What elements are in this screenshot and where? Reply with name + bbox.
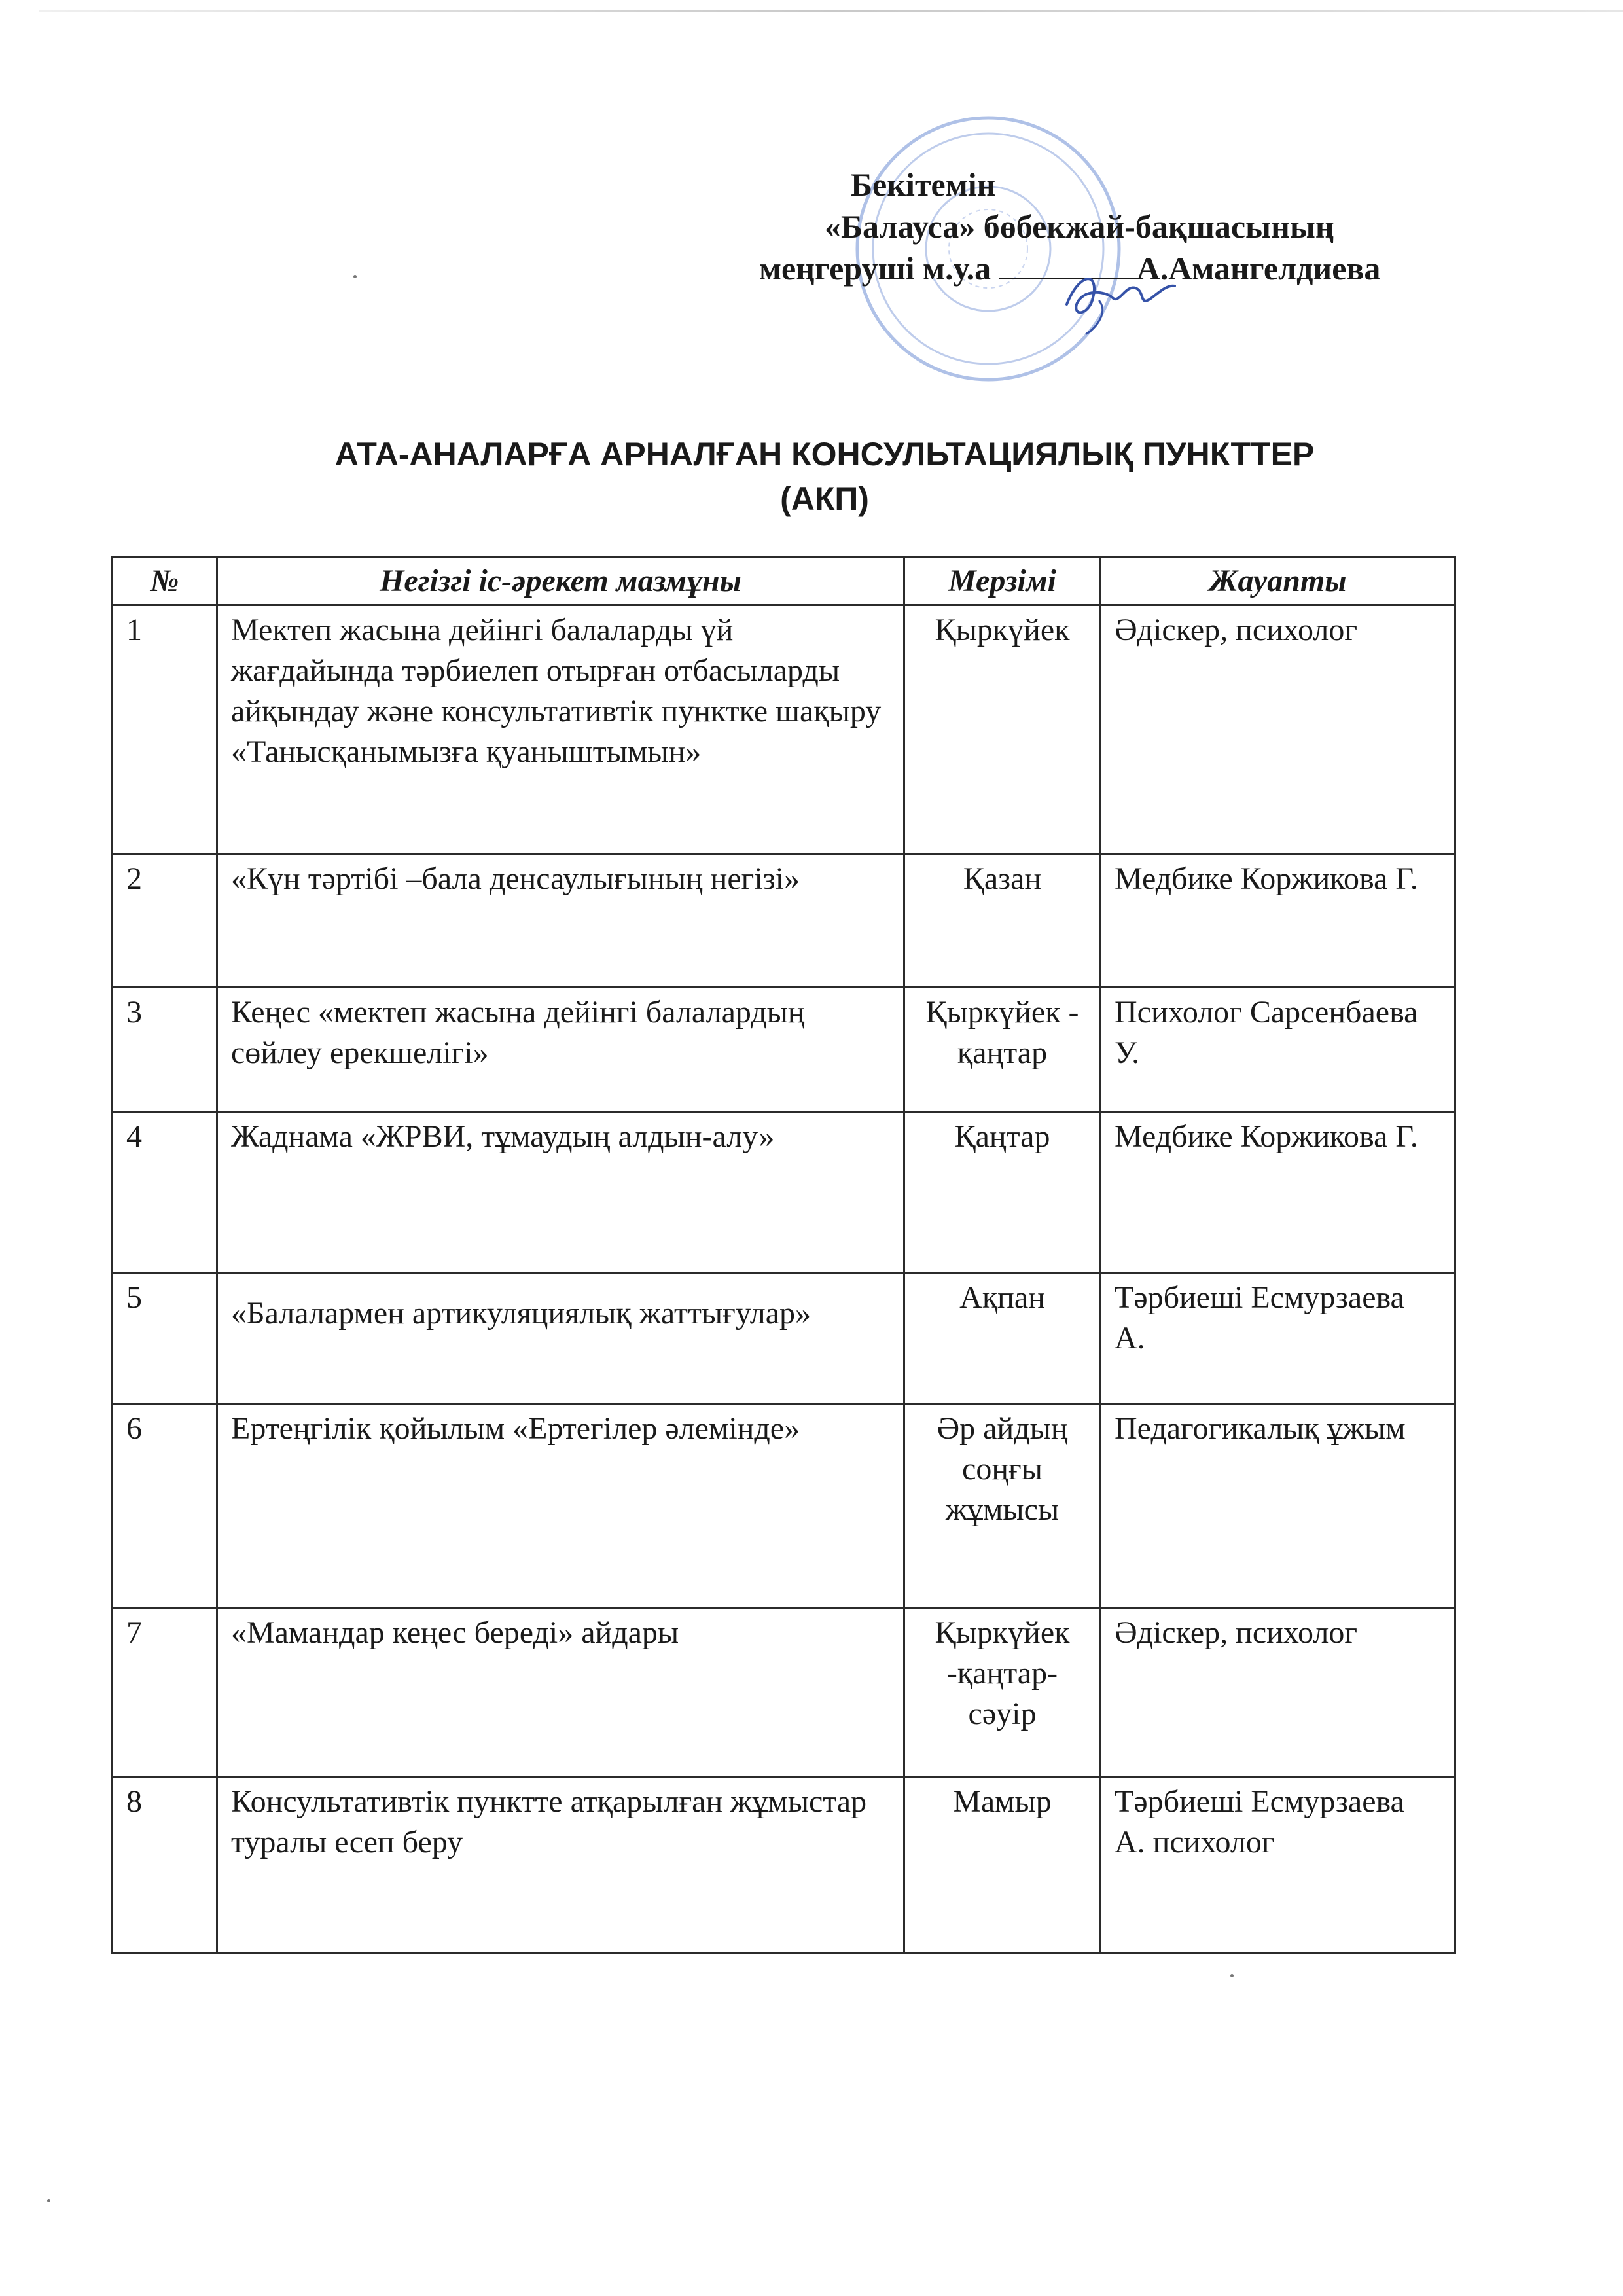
row-number: 7 bbox=[113, 1608, 217, 1777]
row-number: 6 bbox=[113, 1404, 217, 1608]
row-term: Мамыр bbox=[904, 1777, 1101, 1954]
table-row bbox=[113, 605, 1455, 854]
scan-speck bbox=[353, 275, 357, 278]
row-responsible: Тәрбиеші Есмурзаева А. психолог bbox=[1101, 1777, 1455, 1954]
table-row bbox=[113, 988, 1455, 1112]
row-number: 4 bbox=[113, 1112, 217, 1273]
row-responsible: Педагогикалық ұжым bbox=[1101, 1404, 1455, 1608]
document-title bbox=[183, 432, 1466, 521]
row-content: Ертеңгілік қойылым «Ертегілер әлемінде» bbox=[217, 1404, 904, 1608]
table-row bbox=[113, 854, 1455, 988]
title-line-2: (АКП) bbox=[780, 480, 869, 517]
scan-speck bbox=[47, 2199, 50, 2202]
row-content: Консультативтік пунктте атқарылған жұмыстар туралы есеп беру bbox=[217, 1777, 904, 1954]
row-content: «Балалармен артикуляциялық жаттығулар» bbox=[217, 1273, 904, 1404]
row-number: 1 bbox=[113, 605, 217, 854]
consultation-plan-table bbox=[111, 556, 1456, 1954]
header-responsible: Жауапты bbox=[1101, 558, 1455, 605]
row-term: Қыркүйек bbox=[904, 605, 1101, 854]
header-term: Мерзімі bbox=[904, 558, 1101, 605]
handwritten-signature bbox=[1054, 259, 1185, 337]
row-content: «Мамандар кеңес береді» айдары bbox=[217, 1608, 904, 1777]
approval-position: меңгеруші м.у.а bbox=[759, 250, 991, 287]
row-content: «Күн тәртібі –бала денсаулығының негізі» bbox=[217, 854, 904, 988]
row-content: Мектеп жасына дейінгі балаларды үй жағдайында тәрбиелеп отырған отбасыларды айқындау және консультативтік пунктке шақыру «Танысқанымызға қуаныштымын» bbox=[217, 605, 904, 854]
row-number: 2 bbox=[113, 854, 217, 988]
row-responsible: Медбике Коржикова Г. bbox=[1101, 854, 1455, 988]
row-responsible: Психолог Сарсенбаева У. bbox=[1101, 988, 1455, 1112]
row-responsible: Әдіскер, психолог bbox=[1101, 1608, 1455, 1777]
row-number: 8 bbox=[113, 1777, 217, 1954]
row-content: Жаднама «ЖРВИ, тұмаудың алдын-алу» bbox=[217, 1112, 904, 1273]
table-header-row bbox=[113, 558, 1455, 605]
row-term: Қаңтар bbox=[904, 1112, 1101, 1273]
row-term: Қазан bbox=[904, 854, 1101, 988]
row-term: Қыркүйек -қаңтар- сәуір bbox=[904, 1608, 1101, 1777]
row-content: Кеңес «мектеп жасына дейінгі балалардың сөйлеу ерекшелігі» bbox=[217, 988, 904, 1112]
approval-title: Бекітемін bbox=[851, 166, 996, 203]
row-term: Қыркүйек - қаңтар bbox=[904, 988, 1101, 1112]
row-term: Әр айдың соңғы жұмысы bbox=[904, 1404, 1101, 1608]
header-content: Негізгі іс-әрекет мазмұны bbox=[217, 558, 904, 605]
row-number: 3 bbox=[113, 988, 217, 1112]
scan-edge-line bbox=[39, 10, 1623, 12]
title-line-1: АТА-АНАЛАРҒА АРНАЛҒАН КОНСУЛЬТАЦИЯЛЫҚ ПУНКТТЕР bbox=[334, 436, 1315, 473]
approval-name: А.Амангелдиева bbox=[1136, 250, 1381, 287]
header-number: № bbox=[113, 558, 217, 605]
scan-speck bbox=[1230, 1974, 1234, 1977]
approval-organization: «Балауса» бөбекжай-бақшасының bbox=[825, 208, 1334, 245]
row-responsible: Әдіскер, психолог bbox=[1101, 605, 1455, 854]
table-row bbox=[113, 1273, 1455, 1404]
table-row bbox=[113, 1404, 1455, 1608]
table-row bbox=[113, 1777, 1455, 1954]
table-row bbox=[113, 1608, 1455, 1777]
row-term: Ақпан bbox=[904, 1273, 1101, 1404]
row-responsible: Тәрбиеші Есмурзаева А. bbox=[1101, 1273, 1455, 1404]
row-number: 5 bbox=[113, 1273, 217, 1404]
row-responsible: Медбике Коржикова Г. bbox=[1101, 1112, 1455, 1273]
table-row bbox=[113, 1112, 1455, 1273]
